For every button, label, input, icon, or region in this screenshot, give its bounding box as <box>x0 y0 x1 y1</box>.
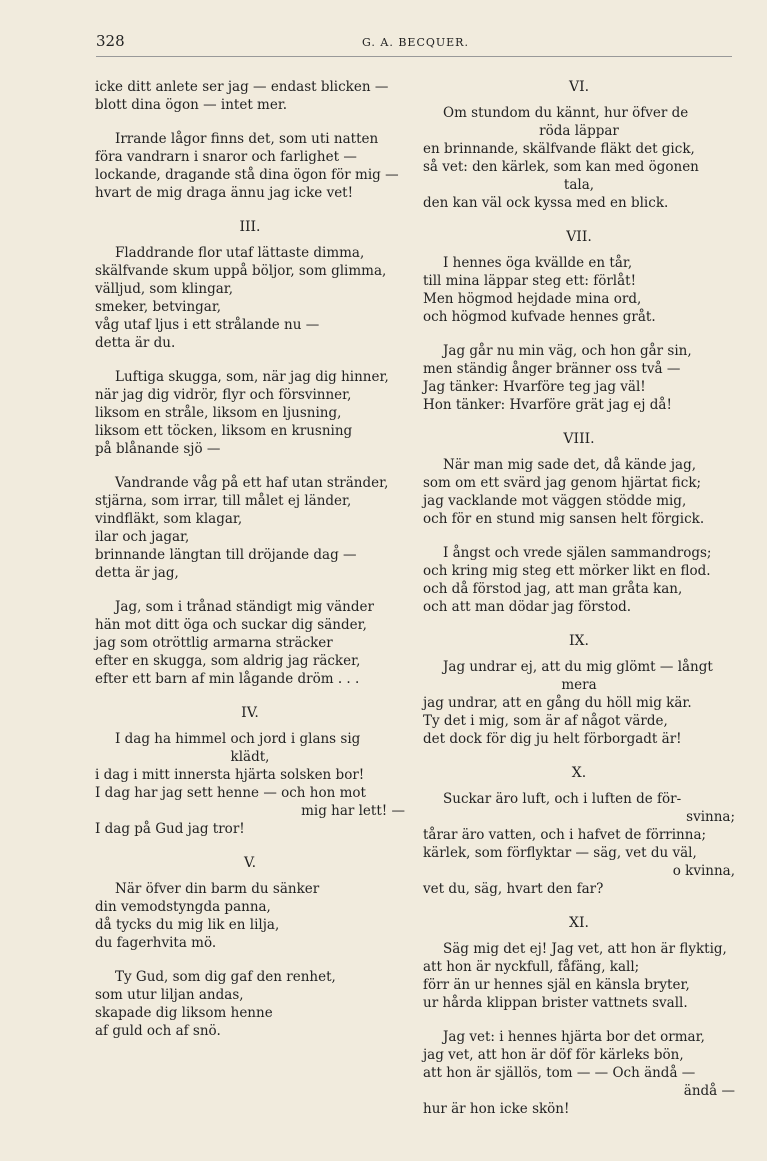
poem-line: tala, <box>563 177 595 193</box>
left-column <box>95 78 405 1056</box>
poem-line: kärlek, som förflyktar — säg, vet du väl, <box>423 845 697 861</box>
stanza <box>95 244 405 352</box>
stanza <box>423 940 735 1012</box>
poem-line: du fagerhvita mö. <box>95 935 217 951</box>
poem-line: I hennes öga kvällde en tår, <box>443 255 633 271</box>
poem-line: jag vacklande mot väggen stödde mig, <box>423 493 687 509</box>
stanza <box>95 130 405 202</box>
section-numeral: IV. <box>241 705 259 721</box>
stanza <box>95 730 405 838</box>
section-numeral: IX. <box>569 633 589 649</box>
poem-line: som utur liljan andas, <box>95 987 244 1003</box>
page-header <box>96 32 732 57</box>
poem-line: jag undrar, att en gång du höll mig kär. <box>423 695 692 711</box>
poem-line: mig har lett! — <box>301 803 405 819</box>
poem-line: att hon är nyckfull, fåfäng, kall; <box>423 959 640 975</box>
poem-line: brinnande längtan till dröjande dag — <box>95 547 357 563</box>
poem-line: på blånande sjö — <box>95 441 221 457</box>
poem-line: icke ditt anlete ser jag — endast blicken — <box>95 79 389 95</box>
stanza <box>423 544 735 616</box>
poem-line: I ångst och vrede själen sammandrogs; <box>443 545 712 561</box>
poem-line: Ty det i mig, som är af något värde, <box>423 713 668 729</box>
poem-line: att hon är själlös, tom — — Och ändå — <box>423 1065 696 1081</box>
poem-line: liksom en stråle, liksom en ljusning, <box>95 405 342 421</box>
poem-line: förr än ur hennes själ en känsla bryter, <box>423 977 690 993</box>
poem-line: vindfläkt, som klagar, <box>95 511 243 527</box>
poem-line: Jag, som i trånad ständigt mig vänder <box>115 599 374 615</box>
poem-line: Jag går nu min väg, och hon går sin, <box>443 343 692 359</box>
poem-line: hvart de mig draga ännu jag icke vet! <box>95 185 354 201</box>
poem-line: Jag vet: i hennes hjärta bor det ormar, <box>443 1029 705 1045</box>
poem-line: i dag i mitt innersta hjärta solsken bor! <box>95 767 365 783</box>
poem-line: och då förstod jag, att man gråta kan, <box>423 581 683 597</box>
section-numeral: III. <box>239 219 261 235</box>
poem-line: hur är hon icke skön! <box>423 1101 570 1117</box>
section-numeral: VI. <box>568 79 590 95</box>
stanza <box>423 658 735 748</box>
poem-line: Suckar äro luft, och i luften de för- <box>443 791 682 807</box>
poem-line: när jag dig vidrör, flyr och försvinner, <box>95 387 352 403</box>
poem-line: efter en skugga, som aldrig jag räcker, <box>95 653 361 669</box>
poem-line: Ty Gud, som dig gaf den renhet, <box>115 969 336 985</box>
poem-line: Hon tänker: Hvarföre grät jag ej då! <box>423 397 672 413</box>
poem-line: en brinnande, skälfvande fläkt det gick, <box>423 141 695 157</box>
poem-line: o kvinna, <box>672 863 735 879</box>
page-number: 328 <box>96 32 125 50</box>
poem-line: och för en stund mig sansen helt förgick. <box>423 511 705 527</box>
poem-line: jag vet, att hon är döf för kärleks bön, <box>423 1047 684 1063</box>
poem-line: och att man dödar jag förstod. <box>423 599 632 615</box>
poem-line: våg utaf ljus i ett strålande nu — <box>95 317 320 333</box>
poem-line: och kring mig steg ett mörker likt en flod. <box>423 563 711 579</box>
stanza <box>423 254 735 326</box>
poem-line: När öfver din barm du sänker <box>115 881 320 897</box>
poem-line: Om stundom du kännt, hur öfver de <box>443 105 689 121</box>
poem-line: men ständig ånger bränner oss två — <box>423 361 681 377</box>
stanza <box>95 598 405 688</box>
stanza <box>423 1028 735 1118</box>
poem-line: stjärna, som irrar, till målet ej länder, <box>95 493 352 509</box>
poem-line: mera <box>561 677 597 693</box>
poem-line: lockande, dragande stå dina ögon för mig — <box>95 167 399 183</box>
poem-line: så vet: den kärlek, som kan med ögonen <box>423 159 699 175</box>
poem-line: Jag undrar ej, att du mig glömt — långt <box>443 659 713 675</box>
poem-line: röda läppar <box>539 123 619 139</box>
poem-line: jag som otröttlig armarna sträcker <box>95 635 333 651</box>
poem-line: Vandrande våg på ett haf utan stränder, <box>115 475 389 491</box>
poem-line: klädt, <box>230 749 270 765</box>
poem-line: blott dina ögon — intet mer. <box>95 97 288 113</box>
stanza <box>423 790 735 898</box>
poem-line: till mina läppar steg ett: förlåt! <box>423 273 637 289</box>
poem-line: I dag på Gud jag tror! <box>95 821 245 837</box>
poem-line: ändå — <box>683 1083 735 1099</box>
poem-line: af guld och af snö. <box>95 1023 221 1039</box>
poem-line: din vemodstyngda panna, <box>95 899 271 915</box>
stanza <box>95 474 405 582</box>
stanza <box>95 880 405 952</box>
poem-line: När man mig sade det, då kände jag, <box>443 457 697 473</box>
poem-line: föra vandrarn i snaror och farlighet — <box>95 149 357 165</box>
poem-line: det dock för dig ju helt förborgadt är! <box>423 731 682 747</box>
stanza <box>95 968 405 1040</box>
stanza <box>423 342 735 414</box>
poem-line: I dag har jag sett henne — och hon mot <box>95 785 366 801</box>
running-head: G. A. BECQUER. <box>362 36 469 49</box>
poem-line: den kan väl ock kyssa med en blick. <box>423 195 669 211</box>
poem-line: då tycks du mig lik en lilja, <box>95 917 280 933</box>
poem-line: detta är jag, <box>95 565 179 581</box>
poem-line: Luftiga skugga, som, när jag dig hinner, <box>115 369 389 385</box>
section-numeral: XI. <box>569 915 589 931</box>
poem-line: svinna; <box>686 809 735 825</box>
poem-line: smeker, betvingar, <box>95 299 222 315</box>
poem-line: skälfvande skum uppå böljor, som glimma, <box>95 263 387 279</box>
poem-line: detta är du. <box>95 335 176 351</box>
poem-line: efter ett barn af min lågande dröm . . . <box>95 671 360 687</box>
stanza <box>423 104 735 212</box>
poem-line: Irrande lågor finns det, som uti natten <box>115 131 379 147</box>
poem-line: Säg mig det ej! Jag vet, att hon är flyktig, <box>443 941 727 957</box>
poem-line: och högmod kufvade hennes gråt. <box>423 309 656 325</box>
poem-line: som om ett svärd jag genom hjärtat fick; <box>423 475 702 491</box>
poem-line: ilar och jagar, <box>95 529 190 545</box>
poem-line: skapade dig liksom henne <box>95 1005 273 1021</box>
poem-line: I dag ha himmel och jord i glans sig <box>115 731 361 747</box>
poem-line: ur hårda klippan brister vattnets svall. <box>423 995 688 1011</box>
right-column <box>423 78 735 1134</box>
poem-line: Men högmod hejdade mina ord, <box>423 291 642 307</box>
stanza <box>95 368 405 458</box>
section-numeral: VIII. <box>563 431 595 447</box>
poem-line: tårar äro vatten, och i hafvet de förrinna; <box>423 827 707 843</box>
poem-line: Fladdrande flor utaf lättaste dimma, <box>115 245 365 261</box>
section-numeral: VII. <box>566 229 592 245</box>
poem-line: välljud, som klingar, <box>95 281 234 297</box>
poem-line: Jag tänker: Hvarföre teg jag väl! <box>423 379 646 395</box>
poem-line: vet du, säg, hvart den far? <box>423 881 604 897</box>
stanza <box>95 78 405 114</box>
section-numeral: X. <box>571 765 587 781</box>
poem-line: liksom ett töcken, liksom en krusning <box>95 423 353 439</box>
stanza <box>423 456 735 528</box>
poem-line: hän mot ditt öga och suckar dig sänder, <box>95 617 367 633</box>
section-numeral: V. <box>243 855 257 871</box>
